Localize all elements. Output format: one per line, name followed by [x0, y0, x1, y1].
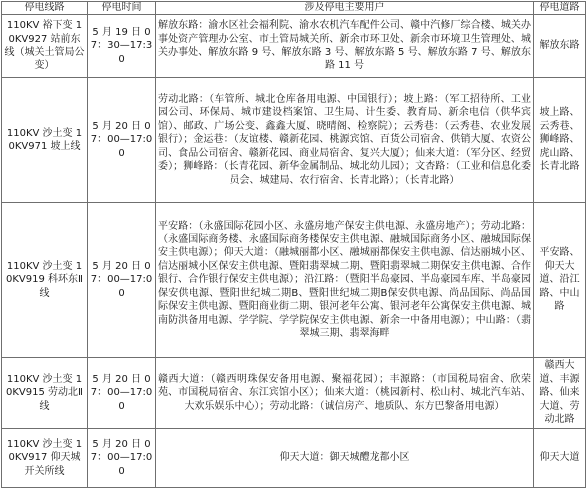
users-cell: 平安路：（永盛国际花园小区、永盛房地产保安主供电源、永盛房地产）；劳动北路：（永盛国际商务楼、永盛国际商务楼保安主供电源、融城国际商务小区、融城国际保安主供电源）；仰天大道：（融城丽都小区、融城丽都保安主供电源、信达丽城小区、信达丽城小区保安主供电源、暨阳翡翠城二期、暨阳翡翠城二期保安主供电源、合作银行、合作银行保安主供电源）；沿江路：（暨阳半岛豪园、半岛豪园车库、半岛豪园保安供电源、暨阳世纪城二期B、暨阳世纪城二期B保安供电源、尚品国际、尚品国际保安主供电源、暨阳商业街二期、银河老年公寓、银河老年公寓保安主供电源、城南防洪备用电源、学学院、学学院保安主供电源、新余一中备用电源）；中山路：（翡翠城三期、翡翠海畔	[156, 203, 534, 358]
time-cell: 5 月 20 日 07：00—17:00	[88, 78, 156, 203]
outage-table	[1, 1, 586, 488]
line-cell: 110KV 沙土变 10KV915 劳动北Ⅱ线	[2, 358, 88, 429]
header-line: 停电线路	[2, 2, 88, 15]
line-cell: 110KV 裕下变 10KV927 站前东线（城关土管局公变）	[2, 15, 88, 78]
table-row	[2, 358, 586, 429]
time-cell: 5 月 20 日 07：00—17:00	[88, 429, 156, 488]
line-cell: 110KV 沙土变 10KV917 仰天城开关所线	[2, 429, 88, 488]
time-cell: 5 月 19 日 07：30—17:30	[88, 15, 156, 78]
line-cell: 110KV 沙土变 10KV971 坡上线	[2, 78, 88, 203]
road-cell: 仰天大道	[534, 429, 586, 488]
header-time: 停电时间	[88, 2, 156, 15]
table-row	[2, 203, 586, 358]
road-cell: 平安路、仰天大道、沿江路、中山路	[534, 203, 586, 358]
header-road: 停电道路	[534, 2, 586, 15]
time-cell: 5 月 20 日 07：00—17:00	[88, 203, 156, 358]
users-cell: 赣西大道：（赣西明珠保安备用电源、聚福花园）；丰源路：（市国税局宿舍、欣荣苑、市国税局宿舍、东江宾馆小区）；仙来大道：（桃园新村、松山村、城北汽车站、大欢乐娱乐中心）；劳动北路：（诚信房产、地质队、东方巴黎备用电源）	[156, 358, 534, 429]
header-row	[2, 2, 586, 15]
header-users: 涉及停电主要用户	[156, 2, 534, 15]
line-cell: 110KV 沙土变 10KV919 科环东Ⅱ线	[2, 203, 88, 358]
table-row	[2, 78, 586, 203]
users-cell: 解放东路：渝水区社会福利院、渝水农机汽车配件公司、赣中汽修厂综合楼、城关办事处资产管理办公室、市土管局城关所、新余市环卫处、新余市环境卫生管理处、城关办事处、解放东路 9 号、解放东路 3 号、解放东路 5 号、解放东路 7 号、解放东路 11 号	[156, 15, 534, 78]
road-cell: 赣西大道、丰源路、仙来大道、劳动北路	[534, 358, 586, 429]
road-cell: 解放东路	[534, 15, 586, 78]
table-row	[2, 15, 586, 78]
table-row	[2, 429, 586, 488]
users-cell: 劳动北路：（车管所、城北仓库备用电源、中国银行）；坡上路：（军工招待所、工业园公司、环保局、城市建设档案馆、卫生局、计生委、教育局、新余电信（供华宾馆）、邮政、广场公变、鑫鑫大厦、晓晴阁、检察院）；云秀巷：（云秀巷、农业发展银行）；金运巷：（友谊楼、赣新花园、桃源宾馆、百货公司宿舍、供销大厦、农资公司、食品公司宿舍、赣新花园、商业局宿舍、复兴大厦）；仙来大道：（军分区、经贸委）；狮峰路：（长青花园、新华金属制品、城北幼儿园）；文杏路：（工业和信息化委员会、城建局、农行宿舍、长青北路）；（长青北路）	[156, 78, 534, 203]
road-cell: 坡上路、云秀巷、狮峰路、虎山路、长青北路	[534, 78, 586, 203]
users-cell: 仰天大道：御天城醴龙都小区	[156, 429, 534, 488]
time-cell: 5 月 20 日 07：00—17:00	[88, 358, 156, 429]
